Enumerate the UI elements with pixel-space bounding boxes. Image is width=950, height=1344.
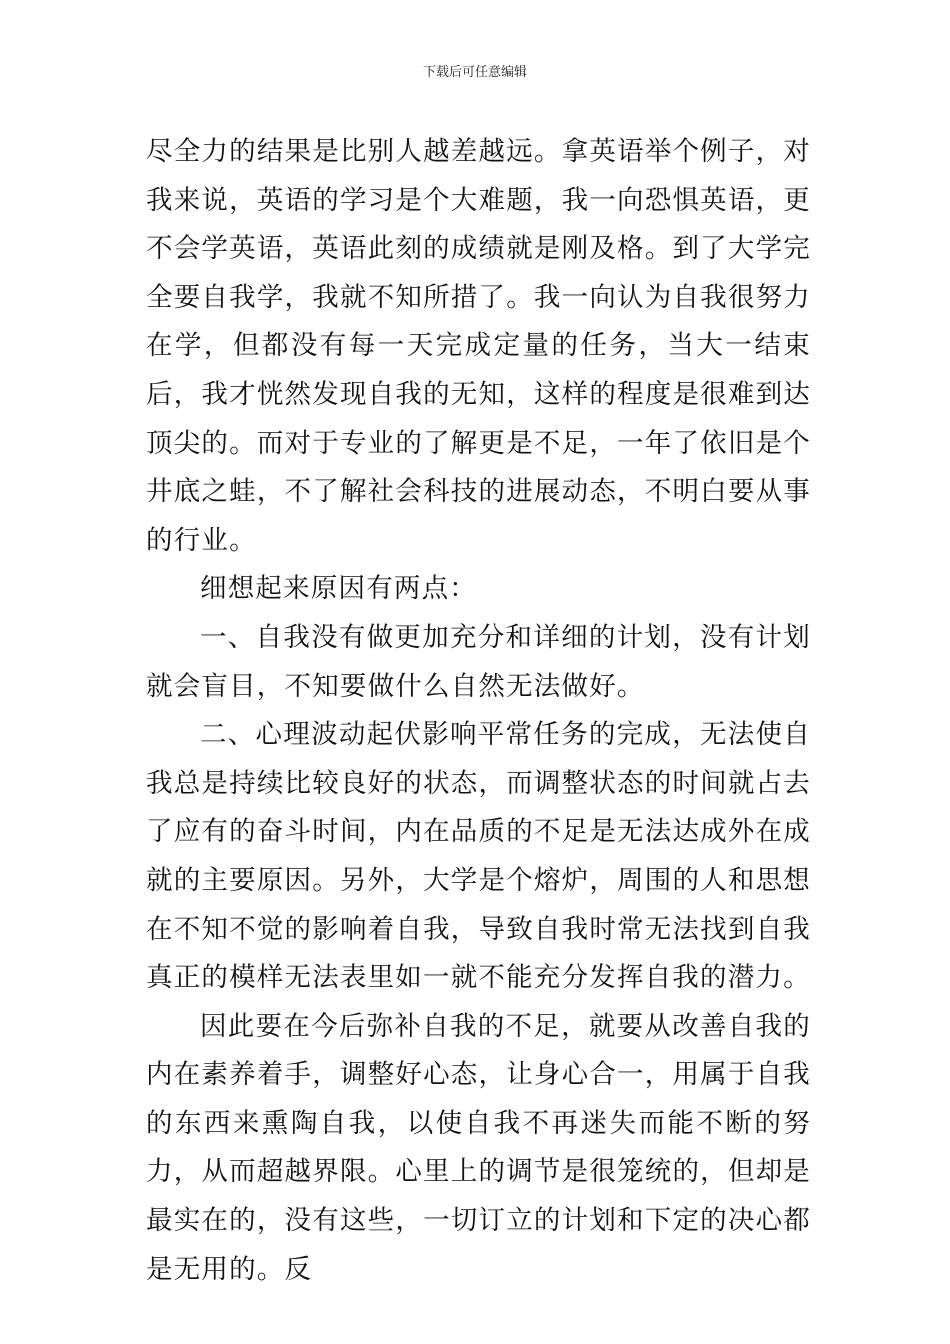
paragraph-conclusion: 因此要在今后弥补自我的不足，就要从改善自我的内在素养着手，调整好心态，让身心合一，用属于自我的东西来熏陶自我，以使自我不再迷失而能不断的努力，从而超越界限。心里上的调节是很笼统的，但却是最实在的，没有这些，一切订立的计划和下定的决心都是无用的。反 (146, 1010, 811, 1285)
paragraph-reason-two: 二、心理波动起伏影响平常任务的完成，无法使自我总是持续比较良好的状态，而调整状态的时间就占去了应有的奋斗时间，内在品质的不足是无法达成外在成就的主要原因。另外，大学是个熔炉，周围的人和思想在不知不觉的影响着自我，导致自我时常无法找到自我真正的模样无法表里如一就不能充分发挥自我的潜力。 (146, 719, 811, 994)
page-header: 下载后可任意编辑 (422, 65, 527, 80)
paragraph-continuation: 尽全力的结果是比别人越差越远。拿英语举个例子，对我来说，英语的学习是个大难题，我一向恐惧英语，更不会学英语，英语此刻的成绩就是刚及格。到了大学完全要自我学，我就不知所措了。我一向认为自我很努力在学，但都没有每一天完成定量的任务，当大一结束后，我才恍然发现自我的无知，这样的程度是很难到达顶尖的。而对于专业的了解更是不足，一年了依旧是个井底之蛙，不了解社会科技的进展动态，不明白要从事的行业。 (146, 136, 811, 556)
paragraph-reason-one: 一、自我没有做更加充分和详细的计划，没有计划就会盲目，不知要做什么自然无法做好。 (146, 621, 811, 702)
paragraph-reasons-intro: 细想起来原因有两点： (200, 573, 477, 605)
document-body (146, 128, 811, 1294)
